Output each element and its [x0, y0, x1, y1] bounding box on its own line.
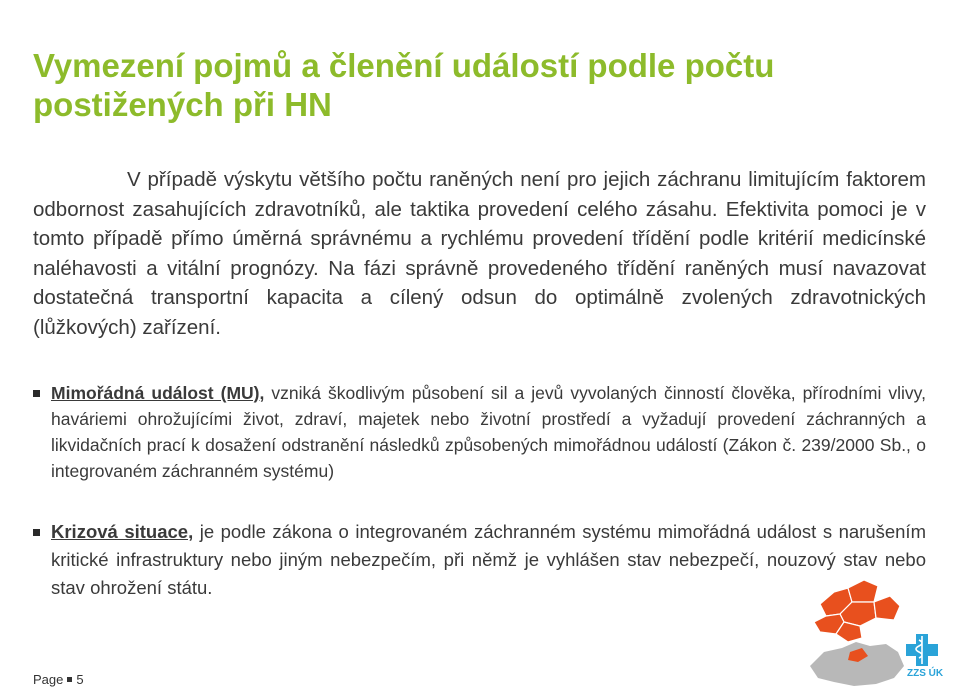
page-title: Vymezení pojmů a členění událostí podle počtu postižených při HN [33, 47, 775, 123]
region-map-highlight [814, 580, 900, 642]
bullet-square-icon [33, 529, 40, 536]
bullet-square-icon [33, 390, 40, 397]
region-map-logo [790, 574, 960, 691]
bullet-term: Mimořádná událost (MU), [51, 383, 265, 403]
page-number: 5 [76, 672, 84, 687]
bullet-text [51, 380, 926, 484]
bullet-definition: je podle zákona o integrovaném záchranném systému mimořádná událost s narušením kritické infrastruktury nebo jiným nebezpečím, při němž je vyhlášen stav nebezpečí, nouzový stav nebo stav ohrožení státu. [51, 521, 926, 598]
bullet-definition: vzniká škodlivým působení sil a jevů vyvolaných činností člověka, přírodními vlivy, haváriemi ohrožujícími život, zdraví, majetek nebo životní prostředí a vyžadují provedení záchranných a likvidačních prací k dosažení odstranění následků způsobených mimořádnou událostí (Zákon č. 239/2000 Sb., o integrovaném záchranném systému) [51, 383, 926, 481]
footer-separator-icon [67, 677, 72, 682]
footer-label: Page [33, 672, 64, 687]
bullet-term: Krizová situace, [51, 521, 194, 542]
zzs-logo-icon [906, 632, 938, 666]
intro-paragraph [33, 165, 926, 342]
page-footer [33, 673, 84, 687]
logo-text: ZZS ÚK [907, 668, 944, 679]
country-map-shape [810, 642, 904, 686]
intro-paragraph-text: V případě výskytu většího počtu raněných není pro jejich záchranu limitujícím faktorem odbornost zasahujících zdravotníků, ale taktika provedení celého zásahu. Efektivita pomoci je v tomto případě přímo úměrná správnému a rychlému provedení třídění podle kritérií medicínské naléhavosti a vitální prognózy. Na fázi správně provedeného třídění raněných musí navazovat dostatečná transportní kapacita a cílený odsun do optimálně zvolených zdravotnických (lůžkových) zařízení. [33, 168, 926, 339]
bullet-item-mimoradna-udalost [33, 380, 926, 484]
